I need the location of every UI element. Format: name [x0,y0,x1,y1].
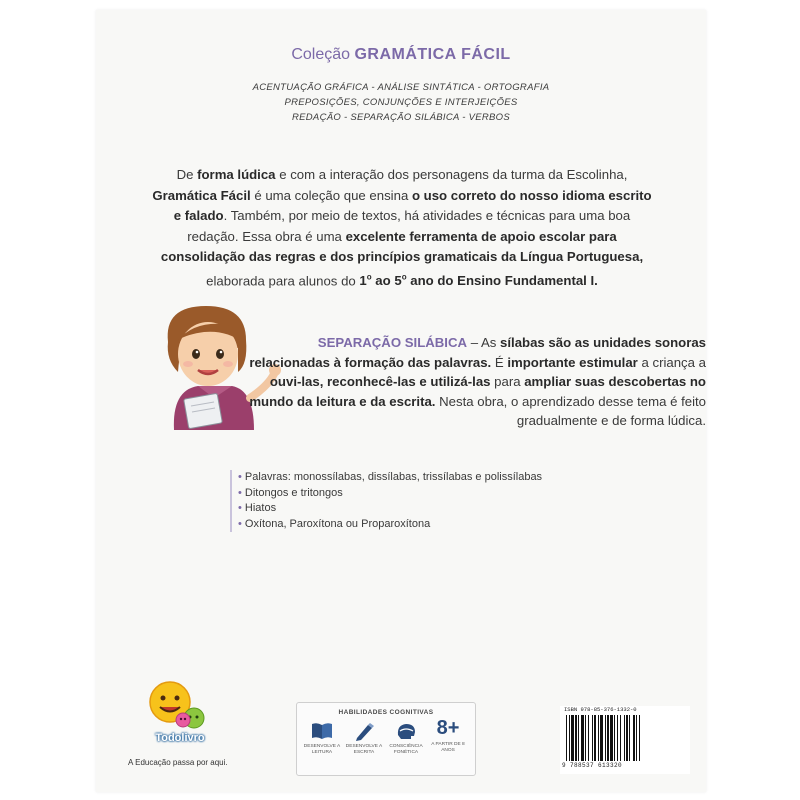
topic-item: • Oxítona, Paroxítona ou Proparoxítona [238,517,568,533]
grade-end: ao 5 [371,272,402,288]
intro-text: e com a interação dos personagens da turma da Escolinha, [275,167,628,182]
subjects-list [96,80,706,125]
cognitive-skills-box [296,702,476,776]
intro-text: De [176,167,198,182]
ordinal-mark: o [366,272,372,282]
topics-list [230,470,568,532]
subjects-line: ACENTUAÇÃO GRÁFICA - ANÁLISE SINTÁTICA - ORTOGRAFIA [252,82,550,93]
skill-label: DESENVOLVE A LEITURA [303,744,341,755]
publisher-tagline: A Educação passa por aqui. [128,758,228,767]
topic-item: • Ditongos e tritongos [238,486,568,502]
grade-level: ano do Ensino Fundamental I. [406,272,598,288]
skill-age [427,717,469,754]
section-bold: sílabas são as unidades sonoras relacionadas à formação das palavras. [249,335,706,370]
barcode-bars [564,715,686,761]
skill-reading [301,721,343,756]
barcode [560,706,690,774]
section-bold: importante estimular [507,354,638,370]
syllable-section-paragraph [236,333,712,431]
section-text: – As [467,335,501,350]
skill-writing [343,721,385,756]
skills-title: HABILIDADES COGNITIVAS [338,709,434,716]
intro-bold: excelente ferramenta de apoio escolar para consolidação das regras e dos princípios gramaticais da Língua Portuguesa, [160,228,644,264]
book-back-cover [96,10,706,792]
skill-label: DESENVOLVE A ESCRITA [345,744,383,755]
topic-item: • Palavras: monossílabas, dissílabas, trissílabas e polissílabas [238,470,568,486]
section-heading: SEPARAÇÃO SILÁBICA [317,335,468,350]
section-text: Nesta obra, o aprendizado desse tema é feito gradualmente e de forma lúdica. [435,393,706,429]
collection-title [96,46,706,64]
subjects-line: REDAÇÃO - SEPARAÇÃO SILÁBICA - VERBOS [291,112,511,123]
publisher-name: Todolivro [155,732,205,744]
skill-label: CONSCIÊNCIA FONÉTICA [389,744,423,755]
ordinal-mark: o [401,272,407,282]
age-badge: 8+ [436,717,460,739]
intro-text: elaborada para alunos do [206,272,360,288]
pencil-icon [353,721,375,741]
section-text: É [491,354,508,370]
intro-paragraph [152,165,652,291]
intro-bold: forma lúdica [197,167,276,182]
intro-text: é uma coleção que ensina [250,187,412,203]
section-bold: ouvi-las, reconhecê-las e utilizá-las [269,374,491,390]
section-text: para [490,374,525,390]
head-icon [395,721,417,741]
intro-bold [359,273,597,288]
section-bold: ampliar suas descobertas no mundo da leitura e da escrita. [249,374,706,409]
topic-item: • Hiatos [238,501,568,517]
section-text: a criança a [637,354,706,370]
grade-start: 1 [359,272,367,288]
intro-text: . Também, por meio de textos, há atividades e técnicas para uma boa redação. Essa obra é uma [187,208,631,244]
intro-bold: Gramática Fácil [152,187,251,203]
skill-label: A PARTIR DE 8 ANOS [431,742,465,753]
isbn-text: ISBN 978-85-376-1332-0 [564,706,637,713]
intro-bold: o uso correto do nosso idioma escrito e falado [173,187,652,223]
title-main: GRAMÁTICA FÁCIL [354,46,511,63]
barcode-number: 9 788537 613320 [562,762,623,769]
skill-phonetic [385,721,427,756]
title-prefix: Coleção [291,46,355,63]
book-icon [311,721,333,741]
subjects-line: PREPOSIÇÕES, CONJUNÇÕES E INTERJEIÇÕES [284,97,518,108]
